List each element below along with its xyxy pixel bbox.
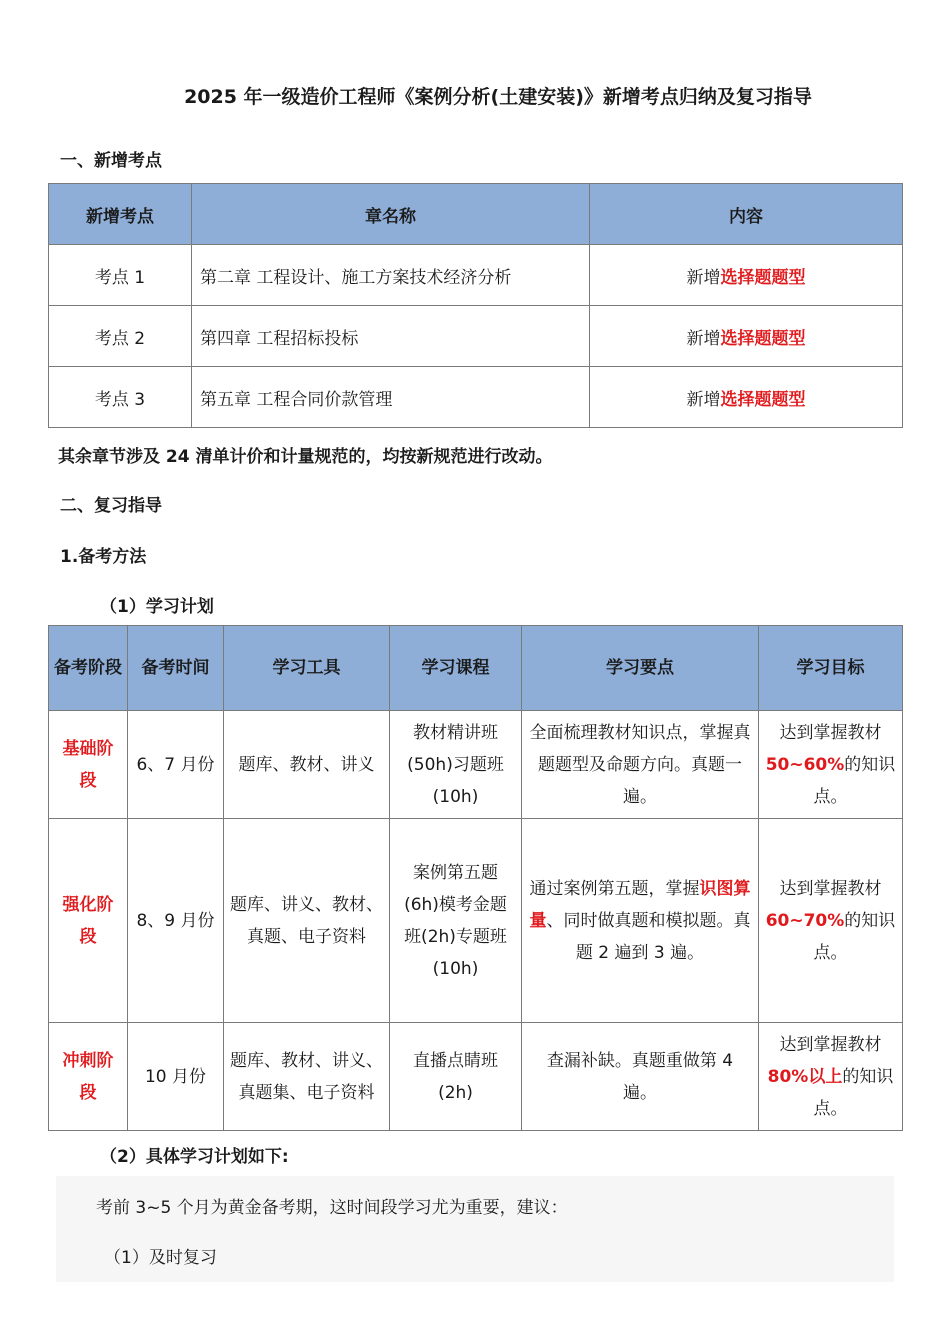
goal-prefix: 达到掌握教材	[779, 1034, 882, 1055]
courses-cell: 教材精讲班(50h)习题班 (10h)	[390, 711, 522, 819]
points-cell	[522, 711, 759, 819]
subheading-method: 1.备考方法	[60, 547, 147, 567]
section-heading-new-points: 一、新增考点	[60, 151, 162, 171]
section-heading-review-guide: 二、复习指导	[60, 496, 162, 516]
header-cell: 章名称	[192, 184, 590, 245]
content-highlight: 选择题题型	[720, 267, 806, 288]
content-prefix: 新增	[686, 267, 721, 288]
header-cell: 备考阶段	[49, 626, 128, 711]
courses-cell: 直播点睛班(2h)	[390, 1023, 522, 1131]
header-cell: 学习要点	[522, 626, 759, 711]
time-cell: 10 月份	[128, 1023, 224, 1131]
goal-cell	[759, 819, 903, 1023]
chapter-cell: 第四章 工程招标投标	[192, 306, 590, 367]
revision-note: 其余章节涉及 24 清单计价和计量规范的，均按新规范进行改动。	[58, 447, 553, 467]
content-cell	[590, 245, 903, 306]
goal-cell	[759, 1023, 903, 1131]
tools-cell: 题库、教材、讲义、真题集、电子资料	[224, 1023, 390, 1131]
new-points-table	[48, 183, 903, 428]
points-text: 全面梳理教材知识点，掌握真题题型及命题方向。真题一遍。	[529, 722, 751, 807]
goal-highlight: 80%以上	[767, 1066, 843, 1087]
study-plan-table	[48, 625, 903, 1131]
table-row	[49, 819, 903, 1023]
point-cell: 考点 2	[49, 306, 192, 367]
content-cell	[590, 306, 903, 367]
courses-cell: 案例第五题(6h)模考金题班(2h)专题班(10h)	[390, 819, 522, 1023]
point-cell: 考点 1	[49, 245, 192, 306]
points-cell	[522, 1023, 759, 1131]
subheading-detailed-plan: （2）具体学习计划如下:	[100, 1147, 289, 1167]
header-cell: 备考时间	[128, 626, 224, 711]
content-highlight: 选择题题型	[720, 328, 806, 349]
chapter-cell: 第二章 工程设计、施工方案技术经济分析	[192, 245, 590, 306]
content-prefix: 新增	[686, 328, 721, 349]
goal-highlight: 50~60%	[765, 754, 845, 775]
table-row	[49, 245, 903, 306]
tools-cell: 题库、讲义、教材、真题、电子资料	[224, 819, 390, 1023]
points-text: 查漏补缺。真题重做第 4 遍。	[546, 1050, 734, 1103]
points-highlight: 识图算量	[529, 878, 751, 931]
points-text: 通过案例第五题，掌握	[529, 878, 700, 899]
header-cell: 新增考点	[49, 184, 192, 245]
content-highlight: 选择题题型	[720, 389, 806, 410]
table-header-row	[49, 626, 903, 711]
goal-cell	[759, 711, 903, 819]
page-title: 2025 年一级造价工程师《案例分析(土建安装)》新增考点归纳及复习指导	[184, 86, 812, 108]
goal-suffix: 的知识点。	[813, 1066, 894, 1119]
header-cell: 学习目标	[759, 626, 903, 711]
table-row	[49, 367, 903, 428]
subheading-study-plan: （1）学习计划	[100, 597, 214, 617]
time-cell: 6、7 月份	[128, 711, 224, 819]
table-row	[49, 711, 903, 819]
header-cell: 学习课程	[390, 626, 522, 711]
advice-text: 考前 3~5 个月为黄金备考期，这时间段学习尤为重要，建议：	[96, 1198, 568, 1218]
goal-suffix: 的知识点。	[813, 910, 896, 963]
time-cell: 8、9 月份	[128, 819, 224, 1023]
table-row	[49, 306, 903, 367]
header-cell: 学习工具	[224, 626, 390, 711]
content-prefix: 新增	[686, 389, 721, 410]
goal-highlight: 60~70%	[765, 910, 845, 931]
content-cell	[590, 367, 903, 428]
table-row	[49, 1023, 903, 1131]
points-text-after: 、同时做真题和模拟题。真题 2 遍到 3 遍。	[546, 910, 751, 963]
points-cell	[522, 819, 759, 1023]
advice-box	[56, 1176, 894, 1282]
chapter-cell: 第五章 工程合同价款管理	[192, 367, 590, 428]
stage-cell: 冲刺阶段	[49, 1023, 128, 1131]
stage-cell: 强化阶段	[49, 819, 128, 1023]
goal-prefix: 达到掌握教材	[779, 878, 882, 899]
advice-item: （1）及时复习	[104, 1248, 217, 1268]
table-header-row	[49, 184, 903, 245]
tools-cell: 题库、教材、讲义	[224, 711, 390, 819]
stage-cell: 基础阶段	[49, 711, 128, 819]
goal-suffix: 的知识点。	[813, 754, 896, 807]
header-cell: 内容	[590, 184, 903, 245]
point-cell: 考点 3	[49, 367, 192, 428]
goal-prefix: 达到掌握教材	[779, 722, 882, 743]
